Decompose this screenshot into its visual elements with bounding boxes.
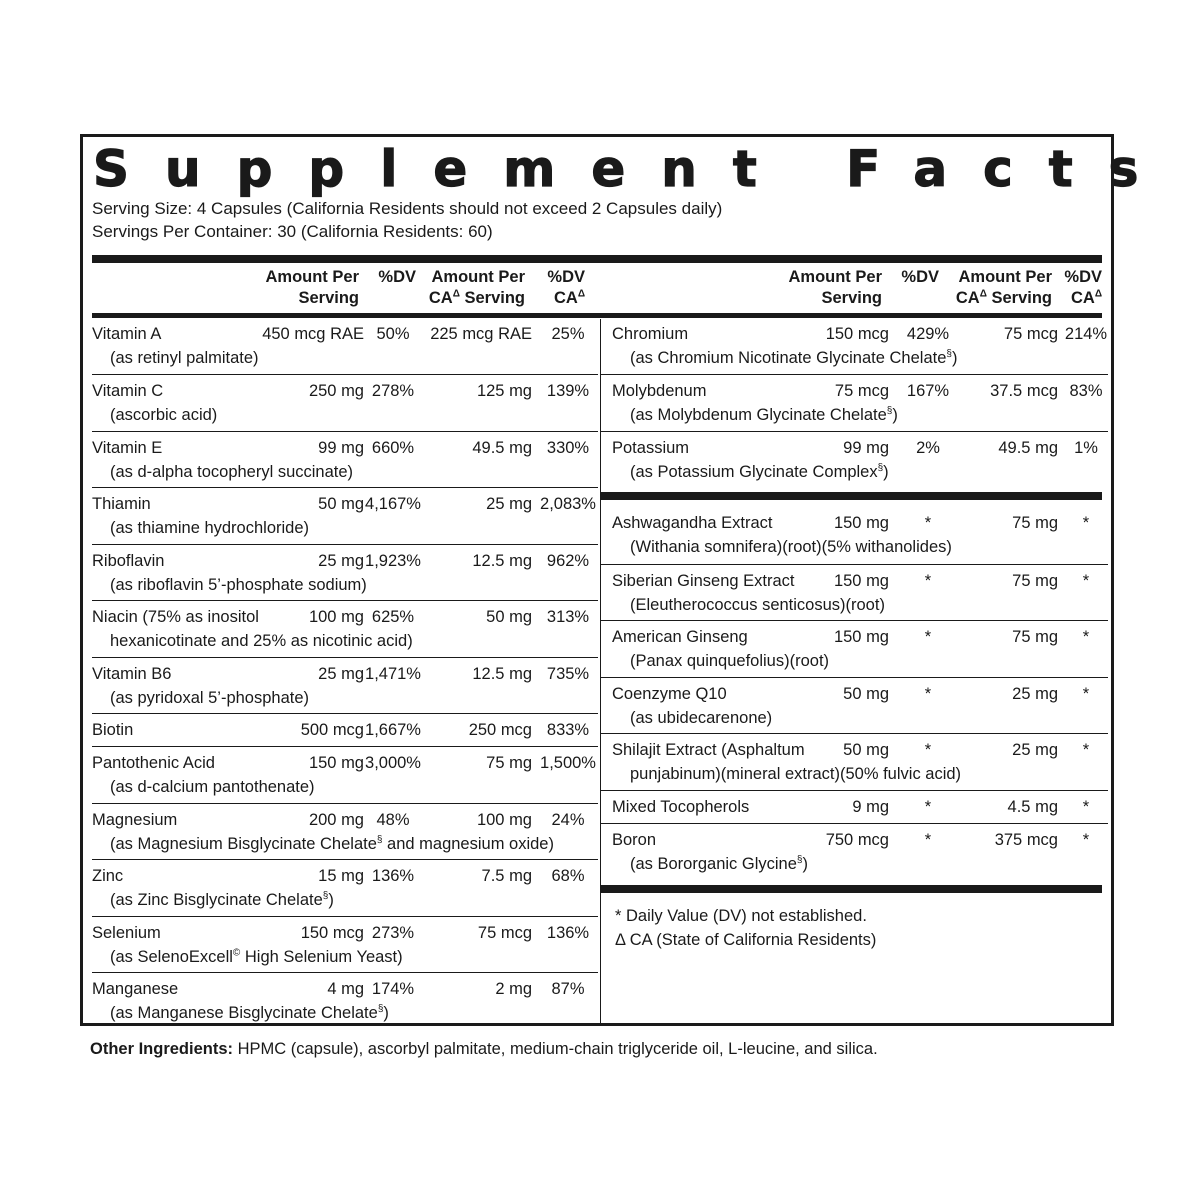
percent-dv: * (924, 514, 932, 532)
percent-dv: 136% (371, 867, 415, 885)
ca-percent-dv: 139% (546, 382, 590, 400)
ca-percent-dv: 68% (551, 867, 585, 885)
ca-percent-dv: 962% (546, 552, 590, 570)
left-header-dv: %DV (378, 268, 416, 286)
ca-percent-dv: * (1082, 831, 1090, 849)
amount-per-serving: 9 mg (852, 798, 889, 816)
ca-percent-dv: 136% (546, 924, 590, 942)
ca-percent-dv: 214% (1064, 325, 1108, 343)
amount-per-serving: 150 mg (833, 514, 889, 532)
percent-dv: 625% (371, 608, 415, 626)
nutrient-row (601, 823, 1108, 879)
nutrient-source: (as d-calcium pantothenate) (110, 778, 315, 796)
nutrient-source: (Eleutherococcus senticosus)(root) (630, 596, 885, 614)
nutrient-row (92, 318, 598, 374)
ca-amount-per-serving: 25 mg (486, 495, 532, 513)
ca-amount-per-serving: 75 mg (1012, 514, 1058, 532)
percent-dv: 3,000% (365, 754, 421, 772)
nutrient-name: Thiamin (92, 495, 151, 513)
nutrient-row (601, 733, 1108, 790)
amount-per-serving: 50 mg (843, 741, 889, 759)
nutrient-name: Vitamin E (92, 439, 163, 457)
nutrient-row (92, 916, 598, 972)
ca-amount-per-serving: 12.5 mg (472, 665, 532, 683)
amount-per-serving: 150 mg (308, 754, 364, 772)
servings-per-container: Servings Per Container: 30 (California Residents: 60) (92, 222, 493, 241)
amount-per-serving: 100 mg (308, 608, 364, 626)
nutrient-row (601, 507, 1108, 564)
nutrient-row (92, 859, 598, 916)
ca-amount-per-serving: 49.5 mg (472, 439, 532, 457)
ca-amount-per-serving: 250 mcg (468, 721, 532, 739)
ca-amount-per-serving: 225 mcg RAE (430, 325, 532, 343)
nutrient-source: (as retinyl palmitate) (110, 349, 259, 367)
nutrient-source: (as Bororganic Glycine§) (630, 854, 808, 873)
nutrient-row (92, 657, 598, 713)
nutrient-row (92, 713, 598, 746)
ca-percent-dv: 313% (546, 608, 590, 626)
nutrient-source: punjabinum)(mineral extract)(50% fulvic acid) (630, 765, 962, 783)
nutrient-row (601, 677, 1108, 733)
ca-percent-dv: 735% (546, 665, 590, 683)
ca-percent-dv: * (1082, 685, 1090, 703)
nutrient-source: (as Chromium Nicotinate Glycinate Chelate§) (630, 348, 958, 367)
nutrient-name: Magnesium (92, 811, 178, 829)
amount-per-serving: 75 mcg (834, 382, 889, 400)
ca-amount-per-serving: 25 mg (1012, 741, 1058, 759)
ca-percent-dv: 833% (546, 721, 590, 739)
nutrient-row (601, 564, 1108, 620)
other-ingredients-text: HPMC (capsule), ascorbyl palmitate, medium-chain triglyceride oil, L-leucine, and silica. (233, 1040, 878, 1058)
amount-per-serving: 150 mcg (825, 325, 889, 343)
footnote-dv: * Daily Value (DV) not established. (615, 907, 867, 925)
amount-per-serving: 500 mcg (300, 721, 364, 739)
nutrient-row (601, 790, 1108, 823)
percent-dv: 429% (906, 325, 950, 343)
ca-percent-dv: * (1082, 572, 1090, 590)
percent-dv: * (924, 685, 932, 703)
nutrient-name: Selenium (92, 924, 161, 942)
right-bottom-rule (601, 885, 1102, 893)
percent-dv: * (924, 798, 932, 816)
right-header-ca-dv: %DV $CA^\Delta$ (1064, 268, 1102, 307)
nutrient-name: Niacin (75% as inositol (92, 608, 259, 626)
ca-amount-per-serving: 12.5 mg (472, 552, 532, 570)
nutrient-source: (Withania somnifera)(root)(5% withanolides) (630, 538, 952, 556)
nutrient-name: Manganese (92, 980, 179, 998)
ca-percent-dv: 24% (551, 811, 585, 829)
amount-per-serving: 25 mg (318, 552, 364, 570)
percent-dv: 174% (371, 980, 415, 998)
ca-amount-per-serving: 2 mg (495, 980, 532, 998)
amount-per-serving: 150 mcg (300, 924, 364, 942)
percent-dv: 273% (371, 924, 415, 942)
nutrient-source: (as ubidecarenone) (630, 709, 773, 727)
nutrient-source: hexanicotinate and 25% as nicotinic acid) (110, 632, 413, 650)
nutrient-name: Biotin (92, 721, 134, 739)
nutrient-source: (ascorbic acid) (110, 406, 218, 424)
amount-per-serving: 450 mcg RAE (262, 325, 364, 343)
nutrient-source: (as Zinc Bisglycinate Chelate§) (110, 890, 334, 909)
nutrient-name: Pantothenic Acid (92, 754, 215, 772)
ca-amount-per-serving: 25 mg (1012, 685, 1058, 703)
ca-amount-per-serving: 7.5 mg (481, 867, 532, 885)
amount-per-serving: 750 mcg (825, 831, 889, 849)
nutrient-source: (as d-alpha tocopheryl succinate) (110, 463, 354, 481)
ca-percent-dv: 25% (551, 325, 585, 343)
amount-per-serving: 25 mg (318, 665, 364, 683)
percent-dv: 48% (376, 811, 410, 829)
nutrient-name: Chromium (612, 325, 689, 343)
right-nutrient-list-top (612, 318, 1108, 487)
left-header-amount: Amount Per Serving (265, 268, 359, 307)
percent-dv: 167% (906, 382, 950, 400)
nutrient-row (92, 803, 598, 859)
nutrient-source: (as Molybdenum Glycinate Chelate§) (630, 405, 898, 424)
ca-amount-per-serving: 75 mg (486, 754, 532, 772)
ca-percent-dv: * (1082, 798, 1090, 816)
nutrient-name: Potassium (612, 439, 690, 457)
ca-amount-per-serving: 75 mcg (477, 924, 532, 942)
ca-amount-per-serving: 125 mg (476, 382, 532, 400)
right-mid-rule (601, 492, 1102, 500)
ca-amount-per-serving: 100 mg (476, 811, 532, 829)
percent-dv: * (924, 628, 932, 646)
nutrient-row (601, 620, 1108, 677)
nutrient-name: Boron (612, 831, 657, 849)
percent-dv: 1,923% (365, 552, 421, 570)
nutrient-name: Vitamin B6 (92, 665, 172, 683)
nutrient-row (92, 600, 598, 657)
amount-per-serving: 250 mg (308, 382, 364, 400)
nutrient-row (92, 487, 598, 544)
right-herbal-list (612, 507, 1108, 879)
nutrient-source: (as SelenoExcell© High Selenium Yeast) (110, 947, 403, 966)
nutrient-source: (as Potassium Glycinate Complex§) (630, 462, 889, 481)
amount-per-serving: 15 mg (318, 867, 364, 885)
amount-per-serving: 99 mg (843, 439, 889, 457)
amount-per-serving: 4 mg (327, 980, 364, 998)
percent-dv: 50% (376, 325, 410, 343)
nutrient-name: Ashwagandha Extract (612, 514, 773, 532)
left-nutrient-list (92, 318, 598, 1028)
ca-percent-dv: 2,083% (540, 495, 596, 513)
percent-dv: 1,667% (365, 721, 421, 739)
nutrient-name: American Ginseng (612, 628, 748, 646)
nutrient-source: (as thiamine hydrochloride) (110, 519, 310, 537)
top-rule (92, 255, 1102, 263)
nutrient-name: Coenzyme Q10 (612, 685, 727, 703)
ca-percent-dv: * (1082, 514, 1090, 532)
ca-amount-per-serving: 75 mg (1012, 572, 1058, 590)
ca-percent-dv: 330% (546, 439, 590, 457)
nutrient-source: (as Magnesium Bisglycinate Chelate§ and magnesium oxide) (110, 834, 554, 853)
ca-percent-dv: * (1082, 628, 1090, 646)
percent-dv: 4,167% (365, 495, 421, 513)
ca-percent-dv: 87% (551, 980, 585, 998)
ca-percent-dv: 83% (1069, 382, 1103, 400)
nutrient-name: Zinc (92, 867, 124, 885)
ca-amount-per-serving: 375 mcg (994, 831, 1058, 849)
nutrient-row (92, 746, 598, 803)
nutrient-row (92, 544, 598, 600)
amount-per-serving: 200 mg (308, 811, 364, 829)
panel-title: Supplement Facts (93, 140, 1175, 198)
percent-dv: * (924, 572, 932, 590)
nutrient-name: Riboflavin (92, 552, 165, 570)
percent-dv: 278% (371, 382, 415, 400)
nutrient-source: (Panax quinquefolius)(root) (630, 652, 830, 670)
percent-dv: 660% (371, 439, 415, 457)
nutrient-name: Siberian Ginseng Extract (612, 572, 795, 590)
amount-per-serving: 50 mg (318, 495, 364, 513)
percent-dv: * (924, 741, 932, 759)
ca-amount-per-serving: 37.5 mcg (990, 382, 1058, 400)
nutrient-row (601, 431, 1108, 487)
right-header-amount: Amount Per Serving (788, 268, 882, 307)
percent-dv: 1,471% (365, 665, 421, 683)
serving-size: Serving Size: 4 Capsules (California Residents should not exceed 2 Capsules daily) (92, 199, 723, 218)
nutrient-row (92, 374, 598, 431)
percent-dv: 2% (916, 439, 940, 457)
nutrient-source: (as pyridoxal 5’-phosphate) (110, 689, 310, 707)
percent-dv: * (924, 831, 932, 849)
supplement-facts-panel (80, 134, 1175, 1026)
nutrient-name: Molybdenum (612, 382, 707, 400)
right-header-dv: %DV (901, 268, 939, 286)
nutrient-row (601, 374, 1108, 431)
ca-amount-per-serving: 75 mg (1012, 628, 1058, 646)
right-header-ca-amount: Amount Per $CA^\Delta$ Serving (955, 268, 1052, 307)
ca-percent-dv: 1,500% (540, 754, 596, 772)
amount-per-serving: 150 mg (833, 572, 889, 590)
nutrient-row (92, 431, 598, 487)
ca-percent-dv: * (1082, 741, 1090, 759)
nutrient-source: (as riboflavin 5’-phosphate sodium) (110, 576, 367, 594)
footnote-ca: Δ CA (State of California Residents) (615, 931, 877, 949)
amount-per-serving: 150 mg (833, 628, 889, 646)
other-ingredients-label: Other Ingredients: (90, 1040, 234, 1058)
nutrient-source: (as Manganese Bisglycinate Chelate§) (110, 1003, 389, 1022)
ca-amount-per-serving: 4.5 mg (1007, 798, 1058, 816)
nutrient-name: Vitamin C (92, 382, 164, 400)
other-ingredients (90, 1040, 878, 1059)
nutrient-name: Mixed Tocopherols (612, 798, 750, 816)
ca-percent-dv: 1% (1074, 439, 1098, 457)
nutrient-name: Vitamin A (92, 325, 162, 343)
amount-per-serving: 50 mg (843, 685, 889, 703)
nutrient-row (601, 318, 1108, 374)
ca-amount-per-serving: 75 mcg (1003, 325, 1058, 343)
amount-per-serving: 99 mg (318, 439, 364, 457)
ca-amount-per-serving: 50 mg (486, 608, 532, 626)
ca-amount-per-serving: 49.5 mg (998, 439, 1058, 457)
nutrient-row (92, 972, 598, 1028)
nutrient-name: Shilajit Extract (Asphaltum (612, 741, 805, 759)
left-header-ca-amount: Amount Per $CA^\Delta$ Serving (428, 268, 525, 307)
left-header-ca-dv: %DV $CA^\Delta$ (547, 268, 585, 307)
